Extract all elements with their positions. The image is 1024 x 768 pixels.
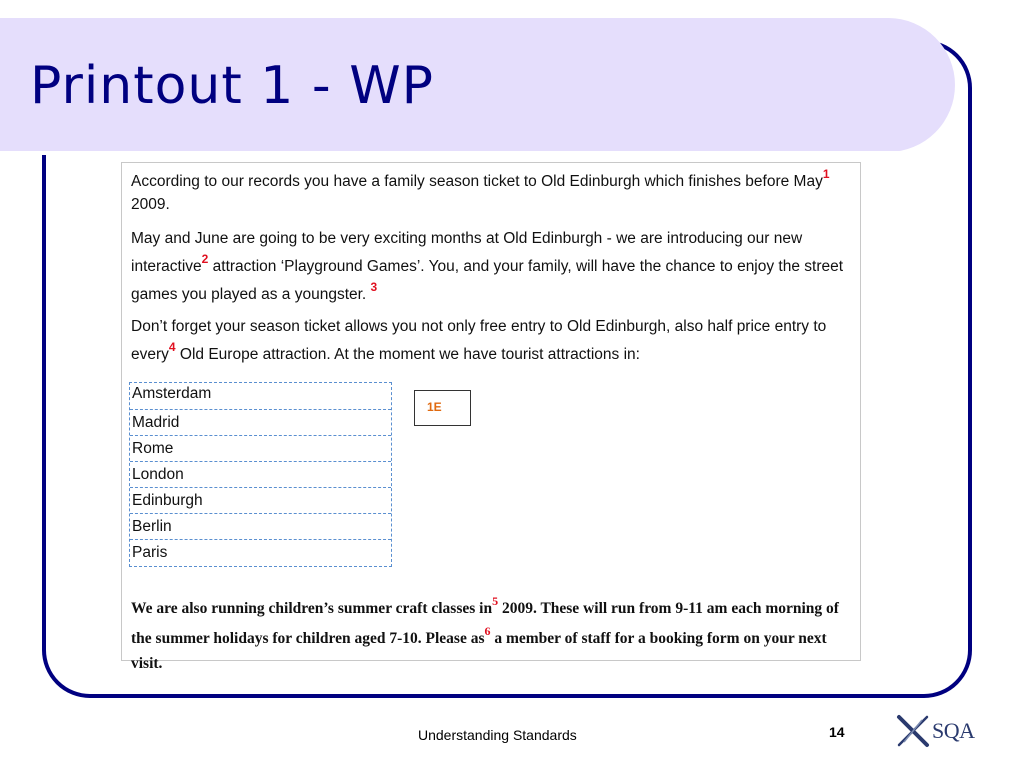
paragraph-1-text-b: 2009. [131,196,170,214]
document-panel [121,162,861,673]
paragraph-4-text-c: a member of staff for a booking form on your next visit. [131,630,827,673]
paragraph-4-text-a: We are also running children’s summer craft classes in [131,600,493,618]
paragraph-1-text-a: According to our records you have a family season ticket to Old Edinburgh which finishes before May [131,173,823,191]
error-mark-2: 2 [201,252,209,266]
paragraph-2-text-a: May and June are going to be very exciting months at Old Edinburgh - we are introducing our new interactive [131,230,803,276]
paragraph-3-text-a: Don’t forget your season ticket allows you not only free entry to Old Edinburgh, also half price entry to every [131,318,827,364]
city-item: Edinburgh [130,488,391,514]
paragraph-3-text-b: Old Europe attraction. At the moment we have tourist attractions in: [175,346,640,364]
slide-title: Printout 1 - WP [30,56,434,116]
error-tag-1e: 1E [414,390,471,426]
sqa-logo [896,712,980,750]
paragraph-2-text-b: attraction ‘Playground Games’. You, and your family, will have the chance to enjoy the street games you played as a youngster. [131,258,844,304]
page-number: 14 [829,724,845,740]
title-banner [0,18,955,152]
banner-divider [0,151,905,155]
city-item: London [130,462,391,488]
error-mark-5: 5 [492,594,499,608]
paragraph-1 [131,165,851,216]
city-item: Berlin [130,514,391,540]
error-mark-3: 3 [370,280,378,295]
city-list [129,382,392,567]
saltire-icon [896,714,930,748]
paragraph-4-text-b: 2009. These will run from 9-11 am each morning of the summer holidays for children aged 7-10. Please as [131,600,839,648]
paragraph-4 [131,591,856,676]
paragraph-3 [131,315,851,366]
error-mark-6: 6 [484,624,491,639]
footer-text: Understanding Standards [418,727,577,743]
city-item: Rome [130,436,391,462]
city-item: Paris [132,544,168,561]
city-item: Madrid [130,410,391,436]
city-item: Amsterdam [130,383,391,410]
error-mark-4: 4 [168,340,176,354]
error-mark-1: 1 [822,167,830,181]
paragraph-2 [131,227,851,306]
logo-text: SQA [932,718,975,743]
